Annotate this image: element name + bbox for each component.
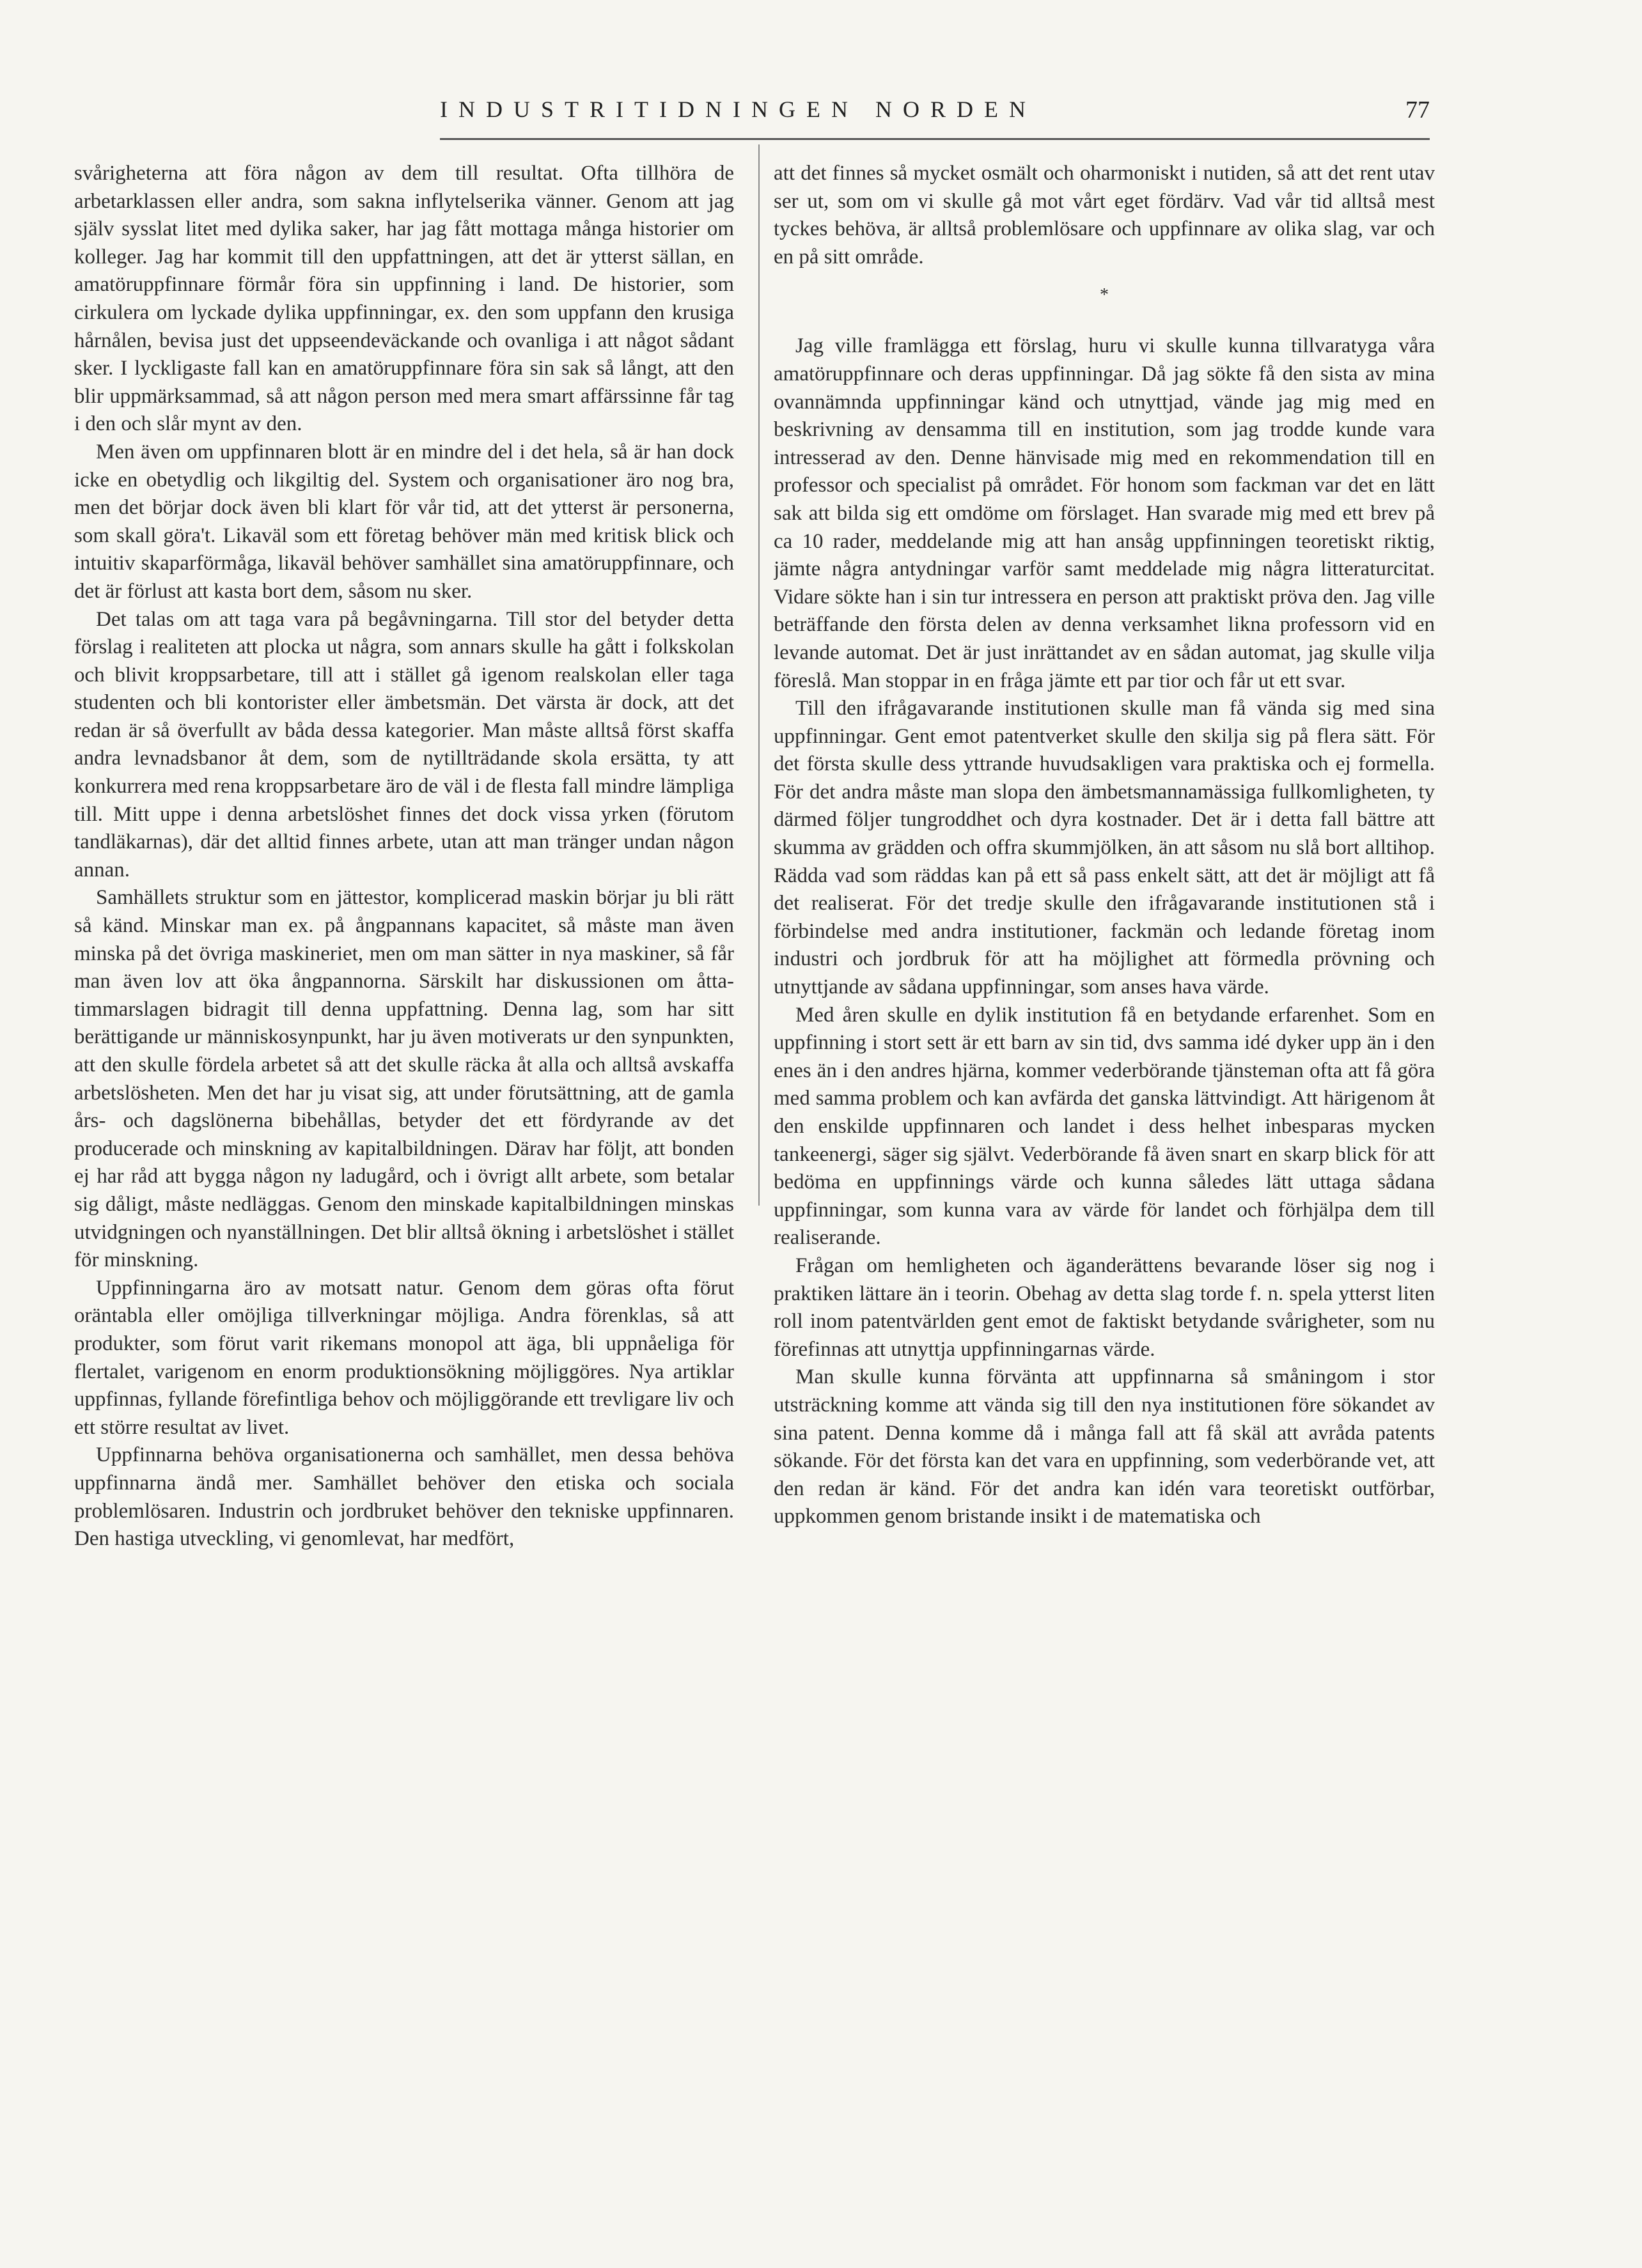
paragraph: Med åren skulle en dylik institution få en betydande erfarenhet. Som en uppfinning i stort sett är ett barn av sin tid, dvs samma idé dyker upp än i den enes än i den andres hjärna, kommer vederbörande tjänsteman ofta att få göra med samma problem och kan avfärda det ganska lättvindigt. Att härigenom åt den enskilde uppfinnaren och landet i dess helhet inbesparas mycken tankeenergi, säger sig självt. Vederbörande få även snart en skarp blick för att bedöma en uppfinnings värde och kunna således lätt uttaga sådana uppfinningar, som kunna vara av värde för landet och förhjälpa dem till realiserande. (774, 1003, 1435, 1250)
paragraph: Det talas om att taga vara på begåvningarna. Till stor del betyder detta förslag i realiteten att plocka ut några, som annars skulle ha gått i folkskolan och blivit kroppsarbetare, till att i stället gå igenom realskolan eller taga studenten och bli kontorister eller ämbetsmän. Det värsta är dock, att det redan är så överfullt av båda dessa kategorier. Man måste alltså först skaffa andra levnadsbanor åt dem, som de nytillträdande skola ersätta, ty att konkurrera med rena kroppsarbetare äro de väl i de flesta fall mindre lämpliga till. Mitt uppe i denna arbetslöshet finnes det dock vissa yrken (förutom tandläkarnas), där det alltid finnes arbete, utan att man tränger undan någon annan. (74, 607, 734, 882)
paragraph: Till den ifrågavarande institutionen skulle man få vända sig med sina uppfinningar. Gent emot patentverket skulle den skilja sig på flera sätt. För det första skulle dess yttrande huvudsakligen vara praktiska och ej formella. För det andra måste man slopa den ämbetsmannamässiga fullkomligheten, ty därmed följer tungroddhet och dyra kostnader. Det är i detta fall bättre att skumma av grädden och offra skummjölken, än att såsom nu slå bort alltihop. Rädda vad som räddas kan på ett så pass enkelt sätt, att det är möjligt att få det realiserat. För det tredje skulle den ifrågavarande institutionen stå i förbindelse med andra institutioner, fackmän och ledande företag inom industri och jordbruk för att ha möjlighet att förmedla prövning och utnyttjande av sådana uppfinningar, som anses hava värde. (774, 697, 1435, 999)
paragraph: Uppfinningarna äro av motsatt natur. Genom dem göras ofta förut oräntabla eller omöjliga tillverkningar möjliga. Andra förenklas, så att produkter, som förut varit rikemans monopol att äga, bli uppnåeliga för flertalet, varigenom en enorm produktionsökning möjliggöres. Nya artiklar uppfinnas, fyllande förefintliga behov och möjliggörande ett trevligare liv och ett större resultat av livet. (74, 1276, 734, 1439)
section-separator: * (1100, 285, 1109, 306)
left-column (74, 160, 734, 2205)
paragraph: Men även om uppfinnaren blott är en mindre del i det hela, så är han dock icke en obetydlig och likgiltig del. System och organisationer äro nog bra, men det börjar dock även bli klart för vår tid, att det ytterst är personerna, som skall göra't. Likaväl som ett företag behöver män med kritisk blick och intuitiv skaparförmåga, likaväl behöver samhället sina amatöruppfinnare, och det är förlust att kasta bort dem, såsom nu sker. (74, 440, 734, 603)
paragraph: svårigheterna att föra någon av dem till resultat. Ofta tillhöra de arbetarklassen eller andra, som sakna inflytelserika vänner. Genom att jag själv sysslat litet med dylika saker, har jag fått mottaga många historier om kolleger. Jag har kommit till den uppfattningen, att det är ytterst sällan, en amatöruppfinnare förmår föra sin uppfinning i land. De historier, som cirkulera om lyckade dylika uppfinningar, ex. den som uppfann den krusiga hårnålen, bevisa just det uppseendeväckande och ovanliga i att något sådant sker. I lyckligaste fall kan en amatöruppfinnare föra sin sak så långt, att den blir uppmärksammad, så att någon person med mera smart affärssinne får tag i den och slår mynt av den. (74, 162, 734, 436)
header-rule (440, 138, 1430, 140)
column-divider (758, 144, 760, 1206)
paragraph: Frågan om hemligheten och äganderättens bevarande löser sig nog i praktiken lättare än i teorin. Obehag av detta slag torde f. n. spela ytterst liten roll inom patentvärlden gent emot de faktiskt betydande svårigheter, som nu förefinnas att utnyttja uppfinningarnas värde. (774, 1254, 1435, 1361)
running-title: INDUSTRITIDNINGEN NORDEN (440, 97, 1036, 122)
page-number: 77 (1405, 97, 1430, 123)
paragraph: Uppfinnarna behöva organisationerna och samhället, men dessa behöva uppfinnarna ändå mer. Samhället behöver den etiska och sociala problemlösaren. Industrin och jordbruket behöver den tekniske uppfinnaren. Den hastiga utveckling, vi genomlevat, har medfört, (74, 1443, 734, 1551)
paragraph: Jag ville framlägga ett förslag, huru vi skulle kunna tillvaratyga våra amatöruppfinnare och deras uppfinningar. Då jag sökte få den sista av mina ovannämnda uppfinningar känd och utnyttjad, vände jag mig med en beskrivning av densamma till en institution, som jag trodde kunde vara intresserad av den. Denne hänvisade mig med en rekommendation till en professor och specialist på området. För honom som fackman var det en lätt sak att bilda sig ett omdöme om förslaget. Han svarade mig med ett brev på ca 10 rader, meddelande mig att han ansåg uppfinningen teoretiskt riktig, jämte några antydningar varför samt meddelade mig några litteraturcitat. Vidare sökte han i sin tur intressera en person att praktiskt pröva den. Jag ville beträffande den första delen av denna verksamhet likna professorn vid en levande automat. Det är just inrättandet av en sådan automat, jag skulle vilja föreslå. Man stoppar in en fråga jämte ett par tior och får ut ett svar. (774, 334, 1435, 692)
paragraph: Samhällets struktur som en jättestor, komplicerad maskin börjar ju bli rätt så känd. Minskar man ex. på ångpannans kapacitet, så måste man även minska på det övriga maskineriet, men om man sätter in nya maskiner, så får man även lov att öka ångpannorna. Särskilt har diskussionen om åtta-timmarslagen bidragit till denna uppfattning. Denna lag, som har sitt berättigande ur människosynpunkt, har ju även motiverats ur den synpunkten, att den skulle fördela arbetet så att det skulle räcka åt alla och alltså avskaffa arbetslösheten. Men det har ju visat sig, att under förutsättning, att de gamla års- och dagslönerna bibehållas, betyder det ett fördyrande av det producerade och minskning av kapitalbildningen. Därav har följt, att bonden ej har råd att bygga någon ny ladugård, och i övrigt allt arbete, som betalar sig dåligt, måste nedläggas. Genom den minskade kapitalbildningen minskas utvidgningen och nyanställningen. Det blir alltså ökning i arbetslöshet i stället för minskning. (74, 886, 734, 1272)
paragraph: att det finnes så mycket osmält och oharmoniskt i nutiden, så att det rent utav ser ut, som om vi skulle gå mot vårt eget fördärv. Vad vår tid alltså mest tyckes behöva, är alltså problemlösare och uppfinnare av olika slag, var och en på sitt område. (774, 162, 1435, 268)
right-column (774, 160, 1435, 2205)
page-header (440, 96, 1430, 144)
paragraph: Man skulle kunna förvänta att uppfinnarna så småningom i stor utsträckning komme att vända sig till den nya institutionen före sökandet av sina patent. Denna komme då i många fall att få skäl att avråda patents sökande. För det första kan det vara en uppfinning, som vederbörande vet, att den redan är känd. För det andra kan idén vara teoretiskt outförbar, uppkommen genom bristande insikt i de matematiska och (774, 1365, 1435, 1528)
